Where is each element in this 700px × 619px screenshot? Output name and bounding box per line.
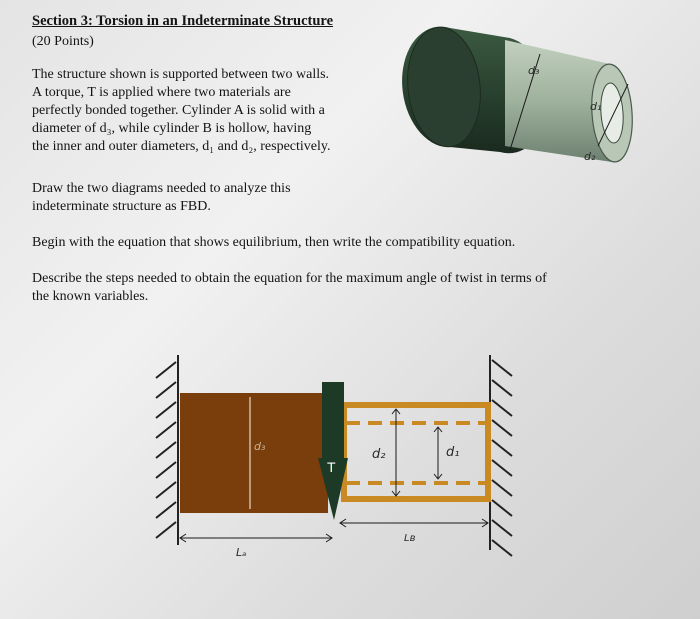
label-d3: d₃ [254, 440, 266, 453]
dimension-line-d1 [434, 427, 442, 479]
text-line: The structure shown is supported between two walls. [32, 67, 330, 82]
label-d1-3d: d₁ [590, 100, 602, 113]
text-line: Describe the steps needed to obtain the equation for the maximum angle of twist in terms of [32, 271, 547, 286]
text-line: perfectly bonded together. Cylinder A is solid with a [32, 103, 325, 118]
cylinder-a [180, 393, 328, 513]
right-wall [490, 355, 512, 556]
text-line: diameter of d₃, while cylinder B is hollow, having [32, 121, 312, 136]
label-d2: d₂ [372, 447, 386, 462]
text-line: indeterminate structure as FBD. [32, 199, 211, 214]
points-label: (20 Points) [32, 34, 94, 49]
label-la: Lₐ [236, 546, 247, 559]
label-d1: d₁ [446, 445, 460, 460]
equilibrium-instruction: Begin with the equation that shows equilibrium, then write the compatibility equation. [32, 235, 516, 250]
label-d2-3d: d₂ [584, 150, 596, 163]
label-d3-3d: d₃ [528, 64, 540, 77]
text-line: the known variables. [32, 289, 149, 304]
left-wall [156, 355, 178, 545]
section-title: Section 3: Torsion in an Indeterminate Structure [32, 13, 334, 29]
text-line: Draw the two diagrams needed to analyze this [32, 181, 291, 196]
length-dimension-lb [340, 519, 488, 527]
text-line: the inner and outer diameters, d₁ and d₂, respectively. [32, 139, 331, 154]
cylinder-b [344, 405, 488, 499]
label-torque: T [327, 459, 336, 475]
text-line: A torque, T is applied where two materials are [32, 85, 291, 100]
label-lb: Lʙ [404, 533, 416, 544]
length-dimension-la [180, 534, 332, 542]
